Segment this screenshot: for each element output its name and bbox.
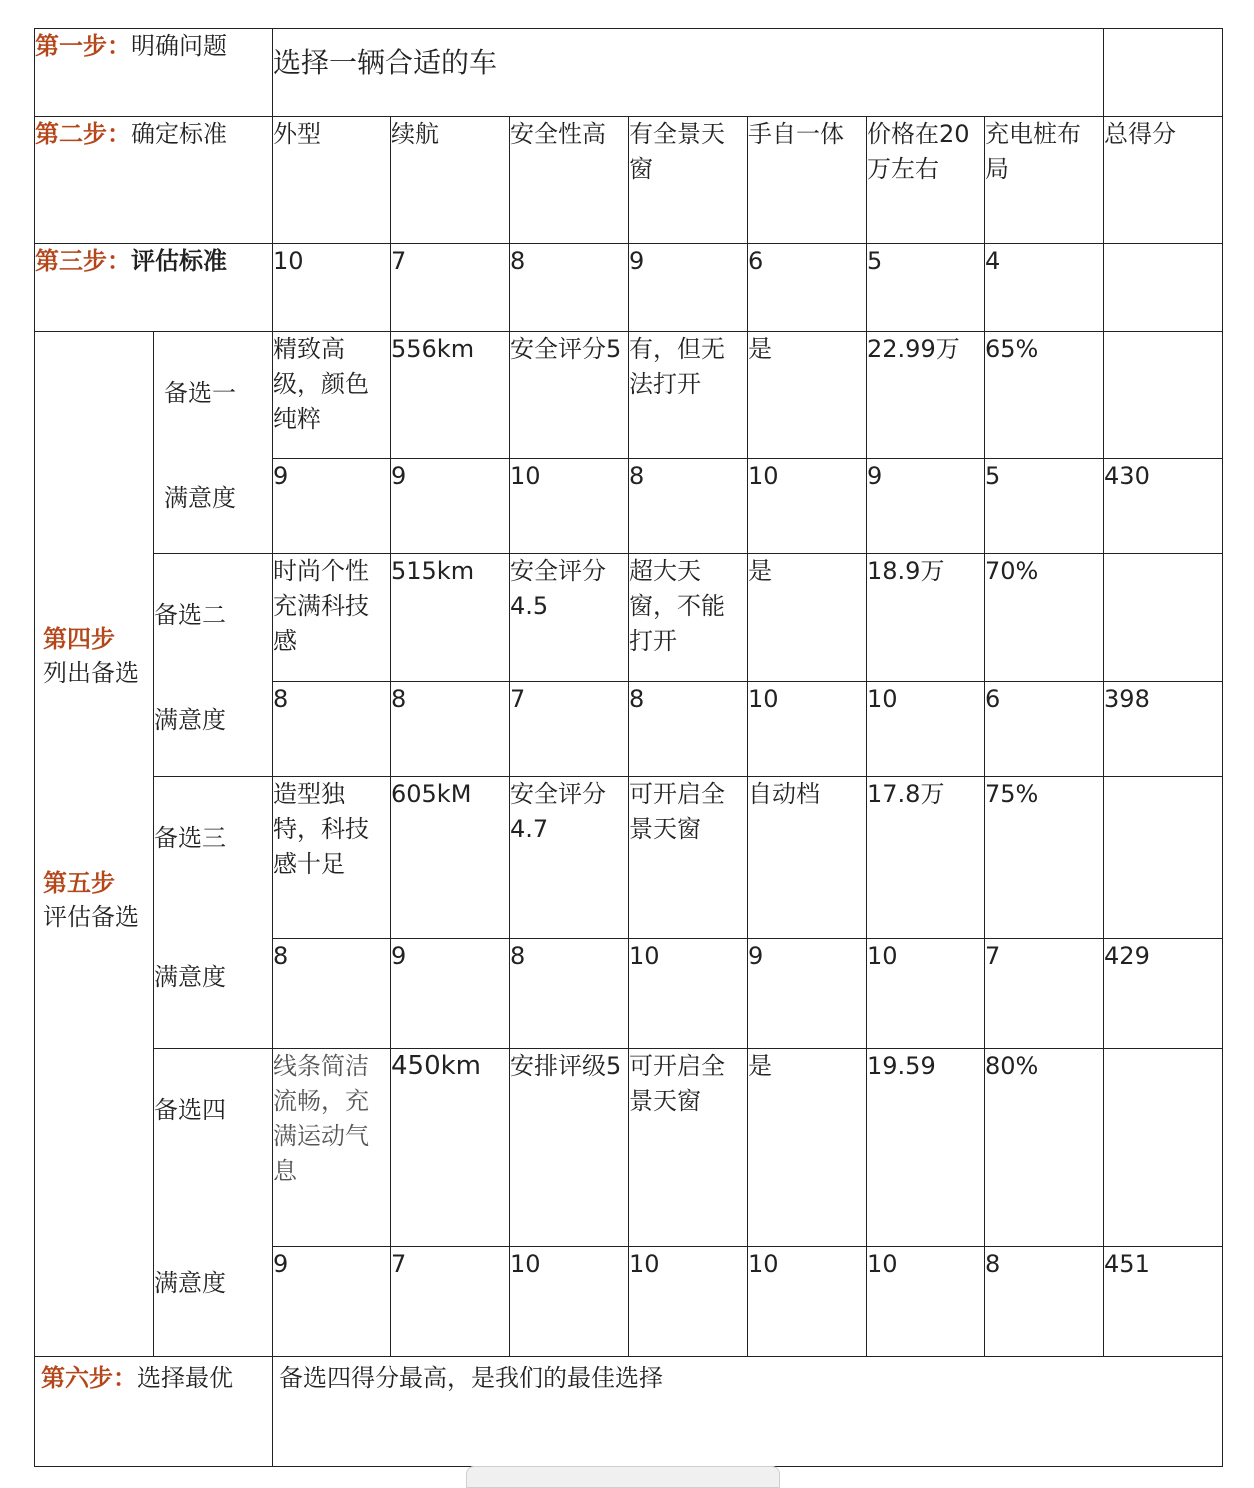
score-cell: 8 [273,939,391,1049]
step4-label: 第四步 [43,625,115,653]
step1-row [35,29,1223,117]
step5-text: 评估备选 [43,903,139,931]
score-cell: 8 [273,682,391,777]
step1-cell [35,29,273,117]
step6-text: 选择最优 [137,1364,233,1392]
score-cell: 9 [273,459,391,554]
detail-cell: 时尚个性充满科技感 [273,554,391,682]
detail-cell: 17.8万 [867,777,985,939]
score-cell: 10 [867,1247,985,1357]
weight-cell: 4 [985,244,1104,332]
detail-cell: 556km [391,332,510,459]
score-cell: 9 [391,459,510,554]
score-cell: 9 [273,1247,391,1357]
step2-row [35,117,1223,244]
option2-details-row [35,554,1223,682]
option3-details-row [35,777,1223,939]
score-cell: 10 [748,459,867,554]
detail-cell: 可开启全景天窗 [629,777,748,939]
empty-cell [1104,554,1223,682]
detail-cell: 65% [985,332,1104,459]
criterion-cell: 续航 [391,117,510,244]
detail-cell: 80% [985,1049,1104,1247]
empty-cell [1104,1049,1223,1247]
detail-cell: 安全评分4.7 [510,777,629,939]
score-cell: 7 [391,1247,510,1357]
step6-cell [35,1357,273,1467]
criterion-cell: 有全景天窗 [629,117,748,244]
option2-label-cell [154,554,273,777]
score-cell: 10 [510,1247,629,1357]
step4-5-cell [35,332,154,1357]
empty-cell [1104,244,1223,332]
detail-cell: 造型独特，科技感十足 [273,777,391,939]
step3-cell [35,244,273,332]
score-cell: 10 [748,1247,867,1357]
total-score-cell: 398 [1104,682,1223,777]
step6-row [35,1357,1223,1467]
bottom-toolbar-tab[interactable] [466,1466,780,1488]
score-cell: 7 [985,939,1104,1049]
criterion-cell: 外型 [273,117,391,244]
step2-text: 确定标准 [131,120,227,148]
criterion-cell: 价格在20万左右 [867,117,985,244]
detail-cell: 精致高级，颜色纯粹 [273,332,391,459]
option3-label-cell [154,777,273,1049]
criterion-cell: 安全性高 [510,117,629,244]
detail-cell: 安全评分4.5 [510,554,629,682]
step2-cell [35,117,273,244]
empty-cell [1104,777,1223,939]
step6-label: 第六步： [41,1364,137,1392]
decision-matrix-table [34,28,1223,1467]
satisfaction-label: 满意度 [154,1269,226,1297]
score-cell: 10 [748,682,867,777]
total-score-cell: 430 [1104,459,1223,554]
detail-cell: 有，但无法打开 [629,332,748,459]
step5-label: 第五步 [43,869,115,897]
step4-text: 列出备选 [43,659,139,687]
weight-cell: 10 [273,244,391,332]
score-cell: 10 [510,459,629,554]
detail-cell: 75% [985,777,1104,939]
option1-name: 备选一 [164,379,236,407]
criterion-cell: 手自一体 [748,117,867,244]
satisfaction-label: 满意度 [154,963,226,991]
detail-cell: 自动档 [748,777,867,939]
detail-cell: 22.99万 [867,332,985,459]
detail-cell: 450km [391,1049,510,1247]
detail-cell: 超大天窗，不能打开 [629,554,748,682]
score-cell: 7 [510,682,629,777]
score-cell: 8 [510,939,629,1049]
total-score-cell: 451 [1104,1247,1223,1357]
option1-label-cell [154,332,273,554]
score-cell: 8 [629,459,748,554]
score-cell: 9 [391,939,510,1049]
option3-name: 备选三 [154,824,226,852]
step3-label: 第三步： [35,247,131,275]
detail-cell: 19.59 [867,1049,985,1247]
option1-details-row [35,332,1223,459]
score-cell: 9 [867,459,985,554]
option2-name: 备选二 [154,601,226,629]
detail-cell: 安排评级5 [510,1049,629,1247]
score-cell: 8 [391,682,510,777]
empty-cell [1104,29,1223,117]
satisfaction-label: 满意度 [154,706,226,734]
score-cell: 10 [867,682,985,777]
step3-text: 评估标准 [131,247,227,275]
detail-cell: 是 [748,554,867,682]
detail-cell: 是 [748,332,867,459]
weight-cell: 9 [629,244,748,332]
score-cell: 8 [629,682,748,777]
step1-label: 第一步： [35,32,131,60]
total-header: 总得分 [1104,117,1223,244]
option4-details-row [35,1049,1223,1247]
problem-cell: 选择一辆合适的车 [273,29,1104,117]
empty-cell [1104,332,1223,459]
option4-name: 备选四 [154,1096,226,1124]
satisfaction-label: 满意度 [164,484,236,512]
score-cell: 8 [985,1247,1104,1357]
weight-cell: 6 [748,244,867,332]
score-cell: 9 [748,939,867,1049]
criterion-cell: 充电桩布局 [985,117,1104,244]
detail-cell: 18.9万 [867,554,985,682]
detail-cell: 线条简洁流畅，充满运动气息 [273,1049,391,1247]
weight-cell: 8 [510,244,629,332]
detail-cell: 605kM [391,777,510,939]
detail-cell: 70% [985,554,1104,682]
detail-cell: 515km [391,554,510,682]
score-cell: 10 [867,939,985,1049]
detail-cell: 可开启全景天窗 [629,1049,748,1247]
step1-text: 明确问题 [131,32,227,60]
step2-label: 第二步： [35,120,131,148]
detail-cell: 安全评分5 [510,332,629,459]
score-cell: 6 [985,682,1104,777]
score-cell: 5 [985,459,1104,554]
step3-row [35,244,1223,332]
score-cell: 10 [629,939,748,1049]
detail-cell: 是 [748,1049,867,1247]
weight-cell: 7 [391,244,510,332]
option4-label-cell [154,1049,273,1357]
weight-cell: 5 [867,244,985,332]
score-cell: 10 [629,1247,748,1357]
total-score-cell: 429 [1104,939,1223,1049]
conclusion-cell: 备选四得分最高，是我们的最佳选择 [273,1357,1223,1467]
